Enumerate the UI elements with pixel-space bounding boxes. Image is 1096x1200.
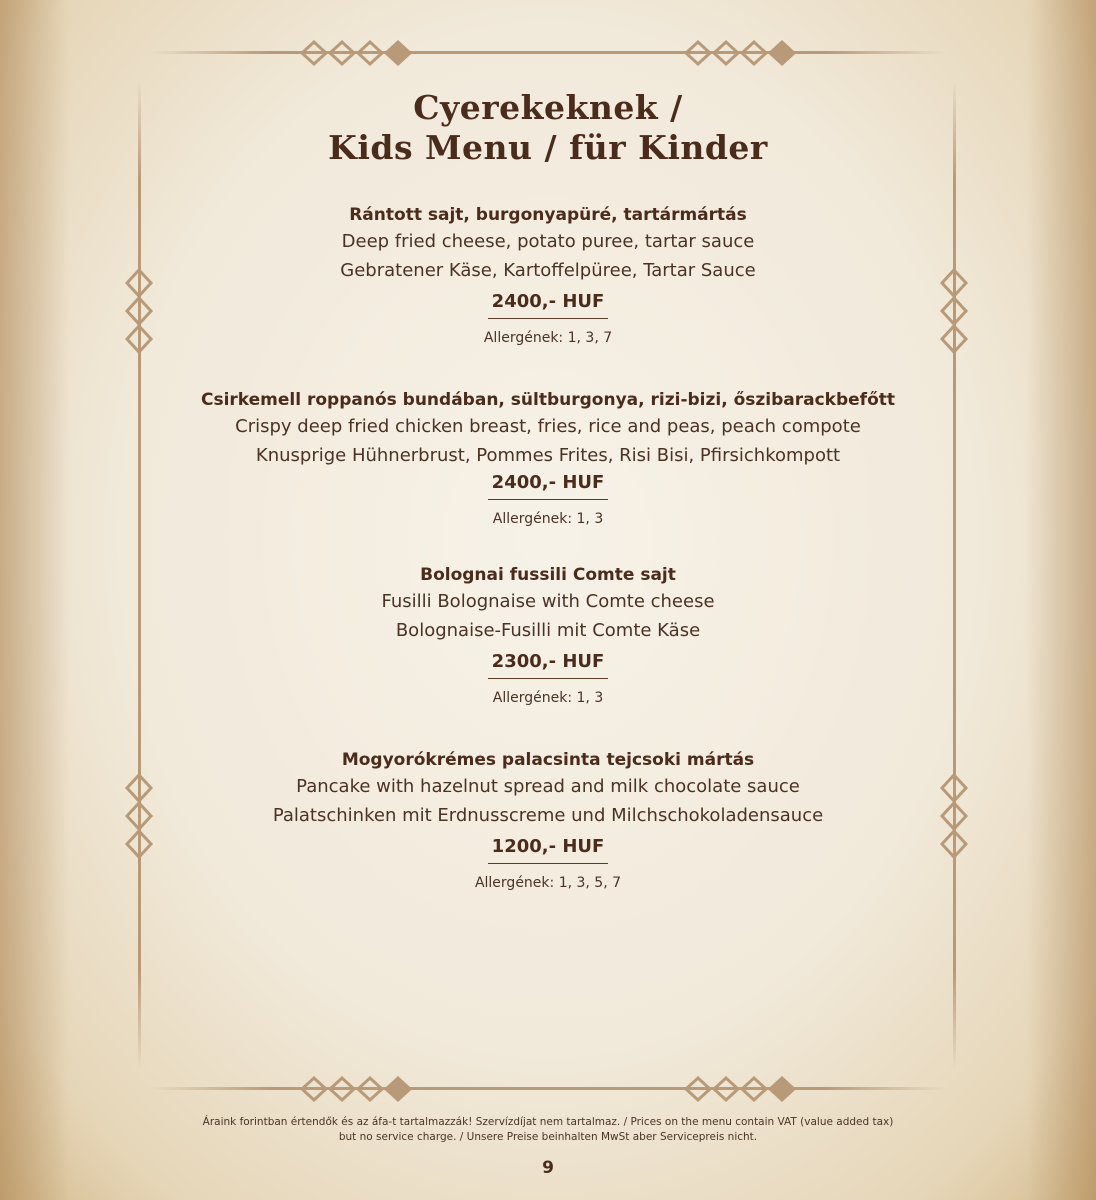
dish-name-hu: Mogyorókrémes palacsinta tejcsoki mártás: [341, 750, 755, 770]
dish-allergens: Allergének: 1, 3, 7: [483, 330, 613, 346]
dish-name-hu: Csirkemell roppanós bundában, sültburgonya, rizi-bizi, őszibarackbefőtt: [200, 390, 896, 410]
footer-line-2: but no service charge. / Unsere Preise beinhalten MwSt aber Servicepreis nicht.: [338, 1131, 758, 1143]
dish-allergens: Allergének: 1, 3: [492, 690, 604, 706]
dish-name-de: Bolognaise-Fusilli mit Comte Käse: [395, 620, 701, 641]
page-title-line-1: Cyerekeknek /: [413, 88, 683, 127]
dish-name-en: Crispy deep fried chicken breast, fries, rice and peas, peach compote: [235, 416, 861, 437]
dish-price: 2400,- HUF: [488, 290, 609, 319]
dish-price: 2400,- HUF: [488, 471, 609, 500]
dish-name-hu: Rántott sajt, burgonyapüré, tartármártás: [349, 205, 747, 225]
footer-line-1: Áraink forintban értendők és az áfa-t tartalmazzák! Szervízdíjat nem tartalmaz. / Prices on the menu contain VAT (value added tax): [202, 1116, 894, 1128]
page-number: 9: [542, 1158, 554, 1178]
dish-name-en: Deep fried cheese, potato puree, tartar sauce: [341, 231, 755, 252]
dish-name-hu: Bolognai fussili Comte sajt: [420, 565, 676, 585]
dish-name-de: Gebratener Käse, Kartoffelpüree, Tartar Sauce: [340, 260, 756, 281]
dish-name-de: Knusprige Hühnerbrust, Pommes Frites, Risi Bisi, Pfirsichkompott: [255, 445, 841, 466]
dish-allergens: Allergének: 1, 3, 5, 7: [474, 875, 622, 891]
menu-item: [0, 563, 1096, 708]
menu-item: [0, 748, 1096, 893]
footer-note: [150, 1115, 946, 1145]
dish-name-de: Palatschinken mit Erdnusscreme und Milchschokoladensauce: [272, 805, 824, 826]
menu-item: [0, 388, 1096, 529]
dish-name-en: Fusilli Bolognaise with Comte cheese: [381, 591, 715, 612]
dish-name-en: Pancake with hazelnut spread and milk chocolate sauce: [296, 776, 800, 797]
dish-price: 1200,- HUF: [488, 835, 609, 864]
page-title-line-2: Kids Menu / für Kinder: [328, 128, 768, 167]
dish-price: 2300,- HUF: [488, 650, 609, 679]
menu-item: [0, 203, 1096, 348]
dish-allergens: Allergének: 1, 3: [492, 511, 604, 527]
